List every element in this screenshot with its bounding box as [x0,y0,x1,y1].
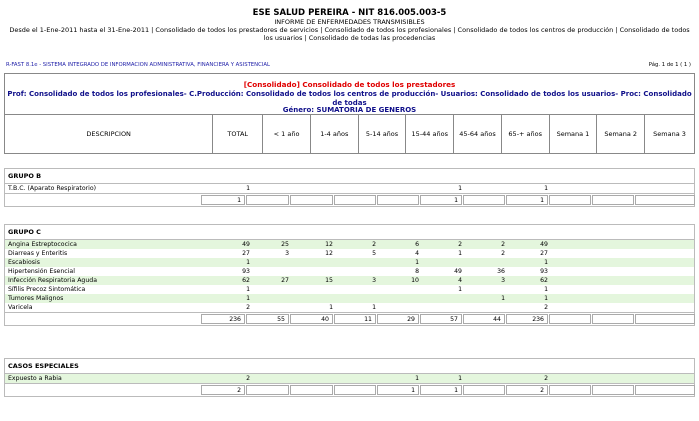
table-row [5,184,694,193]
row-value: 1 [458,375,462,382]
total-cell: 11 [334,314,376,324]
table-row [5,240,694,249]
row-value: 5 [372,250,376,257]
row-value: 27 [281,277,289,284]
row-value: 49 [454,268,462,275]
total-cell: 2 [506,385,548,395]
total-cell: 1 [201,195,245,205]
row-value: 1 [415,259,419,266]
row-label: Angina Estreptococica [8,241,77,248]
page-indicator: Pág. 1 de 1 ( 1 ) [648,62,691,68]
table-row [5,285,694,294]
row-label: Sífilis Precoz Sintomática [8,286,86,293]
total-cell [377,195,419,205]
row-value: 8 [415,268,419,275]
total-cell: 55 [246,314,289,324]
system-name: R-FAST 8.1e - SISTEMA INTEGRADO DE INFORMACION ADMINISTRATIVA, FINANCIERA Y ASISTENCIAL [6,62,270,68]
row-value: 3 [372,277,376,284]
total-cell: 29 [377,314,419,324]
row-value: 25 [281,241,289,248]
row-value: 3 [501,277,505,284]
date-range-line-2: los usuarios | Consolidado de todas las procedencias [263,34,436,42]
genero-line: Género: SUMATORIA DE GENEROS [282,106,417,114]
totals-row [5,193,694,206]
table-row [5,374,694,383]
totals-row [5,383,694,396]
row-label: Expuesto a Rabia [8,375,62,382]
total-cell [549,314,591,324]
filters-line-1: Prof: Consolidado de todos los profesionales- C.Producción: Consolidado de todos los centros de producción- Usuarios: Consolidado de todos los usuarios- Proc: Consolidado de todas [7,90,692,107]
row-value: 6 [415,241,419,248]
table-row [5,258,694,267]
group-0 [4,168,695,207]
row-value: 12 [325,250,333,257]
row-label: Varicela [8,304,33,311]
row-value: 62 [242,277,250,284]
row-value: 2 [501,241,505,248]
row-value: 2 [458,241,462,248]
row-value: 2 [246,375,250,382]
total-cell [635,314,695,324]
table-row [5,276,694,285]
row-value: 2 [544,304,548,311]
row-value: 4 [415,250,419,257]
date-range-line: Desde el 1-Ene-2011 hasta el 31-Ene-2011 | Consolidado de todos los prestadores de servicios | Consolidado de todos los profesionales | Consolidado de todos los centros de producción | Consolidado de todos [9,26,690,34]
row-value: 1 [544,185,548,192]
row-value: 1 [544,286,548,293]
table-row [5,249,694,258]
column-header [4,114,695,154]
group-title: GRUPO C [5,225,694,240]
column-header-9: Semana 2 [597,115,645,154]
row-label: Escabiosis [8,259,40,266]
report-subtitle: INFORME DE ENFERMEDADES TRANSMISIBLES [274,18,425,26]
column-header-6: 45-64 años [454,115,502,154]
total-cell [334,385,376,395]
total-cell: 236 [506,314,548,324]
report-header [0,8,699,42]
table-row [5,267,694,276]
column-header-8: Semana 1 [549,115,597,154]
column-header-3: 1-4 años [310,115,358,154]
row-value: 12 [325,241,333,248]
row-value: 1 [501,295,505,302]
total-cell: 57 [420,314,462,324]
total-cell: 1 [420,195,462,205]
total-cell: 2 [201,385,245,395]
total-cell: 1 [420,385,462,395]
row-value: 3 [285,250,289,257]
total-cell: 1 [506,195,548,205]
row-label: Tumores Malignos [8,295,64,302]
row-value: 2 [544,375,548,382]
total-cell: 1 [377,385,419,395]
group-2 [4,358,695,397]
total-cell [549,385,591,395]
total-cell [290,195,333,205]
row-value: 1 [246,286,250,293]
total-cell [635,385,695,395]
row-label: Diarreas y Enteritis [8,250,68,257]
total-cell [463,385,505,395]
row-label: T.B.C. (Aparato Respiratorio) [8,185,97,192]
row-value: 2 [501,250,505,257]
row-label: Infección Respiratoria Aguda [8,277,97,284]
column-header-4: 5-14 años [358,115,406,154]
column-header-5: 15-44 años [406,115,454,154]
total-cell [246,195,289,205]
row-value: 10 [411,277,419,284]
row-value: 1 [329,304,333,311]
group-1 [4,224,695,326]
total-cell [635,195,695,205]
row-value: 93 [242,268,250,275]
table-row [5,303,694,312]
row-value: 1 [415,375,419,382]
total-cell: 40 [290,314,333,324]
row-value: 27 [242,250,250,257]
total-cell [290,385,333,395]
column-header-2: < 1 año [263,115,311,154]
total-cell [549,195,591,205]
row-value: 93 [540,268,548,275]
row-value: 1 [246,259,250,266]
total-cell [334,195,376,205]
column-header-0: DESCRIPCION [5,115,213,154]
column-header-10: Semana 3 [645,115,695,154]
row-value: 1 [544,295,548,302]
row-label: Hipertensión Esencial [8,268,75,275]
row-value: 2 [372,241,376,248]
total-cell: 236 [201,314,245,324]
total-cell [592,314,634,324]
row-value: 1 [458,250,462,257]
row-value: 49 [540,241,548,248]
row-value: 1 [544,259,548,266]
row-value: 15 [325,277,333,284]
column-header-1: TOTAL [213,115,263,154]
row-value: 1 [246,185,250,192]
group-title: CASOS ESPECIALES [5,359,694,374]
total-cell: 44 [463,314,505,324]
row-value: 2 [246,304,250,311]
row-value: 1 [372,304,376,311]
row-value: 62 [540,277,548,284]
totals-row [5,312,694,325]
column-header-7: 65-+ años [501,115,549,154]
table-row [5,294,694,303]
report-title: ESE SALUD PEREIRA - NIT 816.005.003-5 [252,8,447,18]
consolidado-title: [Consolidado] Consolidado de todos los prestadores [243,80,456,89]
row-value: 36 [497,268,505,275]
row-value: 1 [458,185,462,192]
row-value: 1 [458,286,462,293]
total-cell [592,195,634,205]
total-cell [592,385,634,395]
total-cell [246,385,289,395]
row-value: 4 [458,277,462,284]
row-value: 1 [246,295,250,302]
row-value: 49 [242,241,250,248]
group-title: GRUPO B [5,169,694,184]
row-value: 27 [540,250,548,257]
total-cell [463,195,505,205]
